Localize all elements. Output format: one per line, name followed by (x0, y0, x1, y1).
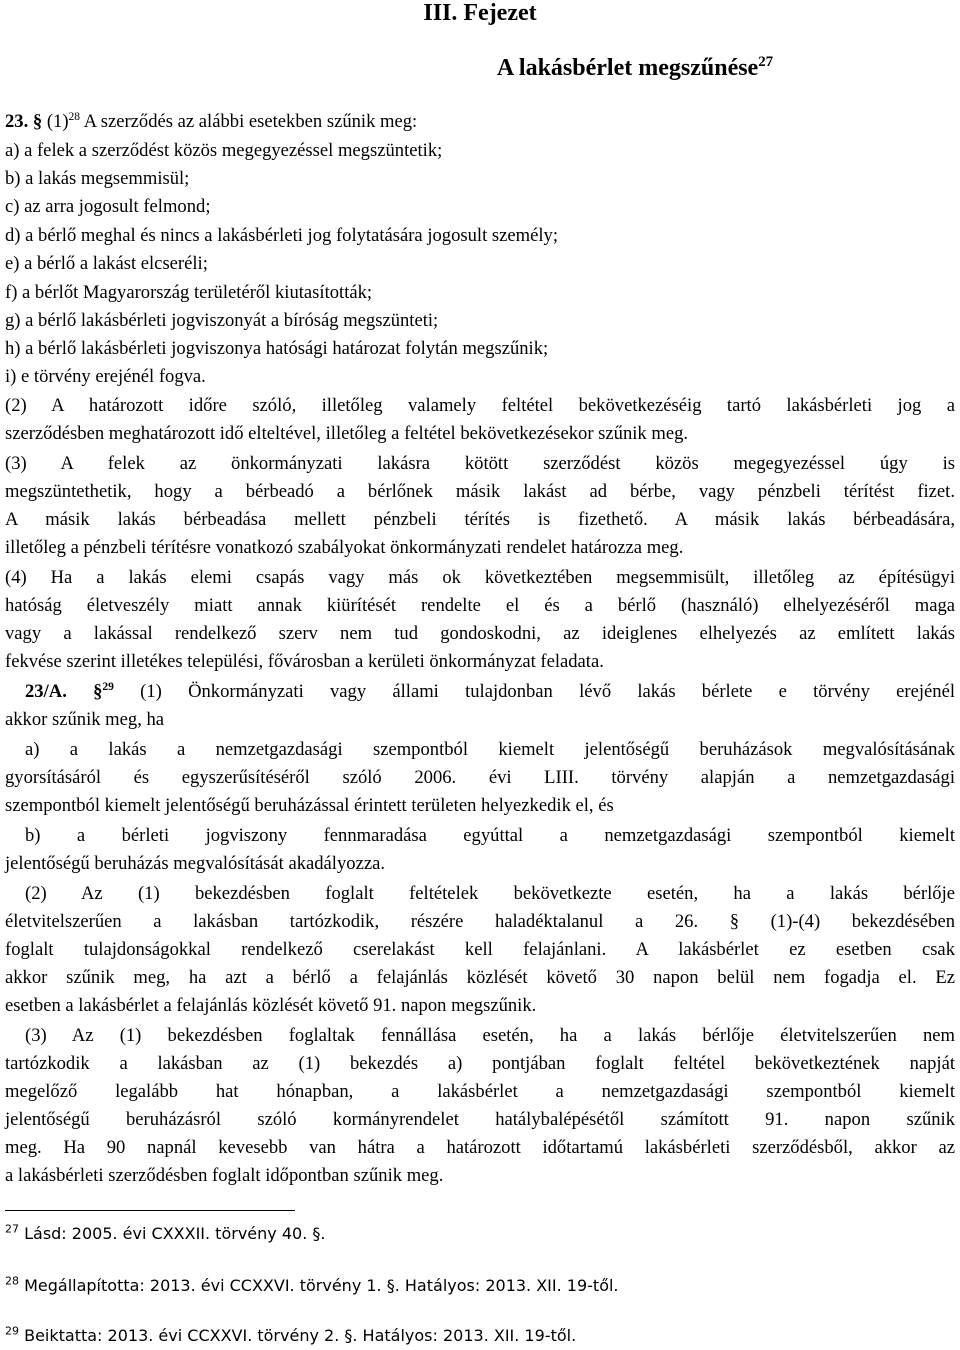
chapter-heading-text: III. Fejezet (423, 0, 537, 26)
footnote-ref-27[interactable]: 27 (758, 54, 774, 70)
s23a-p2-line-2: életvitelszerűen a lakásban tartózkodik, részére haladéktalanul a 26. § (1)-(4) bekezdésében (5, 911, 955, 932)
s23a-p3-line-4: jelentőségű beruházásról szóló kormányrendelet hatálybalépésétől számított 91. napon szűnik (5, 1109, 955, 1130)
s23a-p2-line-3: foglalt tulajdonságokkal rendelkező cserelakást kell felajánlani. A lakásbérlet ez esetben csak (5, 939, 955, 960)
s23a-number: 23/A. (25, 681, 67, 702)
footnote-number: 27 (5, 1222, 19, 1236)
list-item-i: i) e törvény erejénél fogva. (5, 366, 206, 387)
s23a-p3-line-2: tartózkodik a lakásban az (1) bekezdés a) pontjában foglalt feltétel bekövetkeztének napját (5, 1053, 955, 1074)
s23-p3-line-4: illetőleg a pénzbeli térítésre vonatkozó szabályokat önkormányzati rendelet határozza meg. (5, 537, 684, 558)
footnote-28 (5, 1276, 955, 1296)
s23-p4-line-4: fekvése szerint illetékes települési, fővárosban a kerületi önkormányzat feladata. (5, 651, 604, 672)
s23a-a-line-1: a) a lakás a nemzetgazdasági szempontból kiemelt jelentőségű beruházások megvalósításának (25, 739, 955, 760)
section-title-text: A lakásbérlet megszűnése (496, 55, 759, 81)
footnote-text: Beiktatta: 2013. évi CCXXVI. törvény 2. §. Hatályos: 2013. XII. 19-től. (24, 1326, 577, 1345)
footnote-text: Megállapította: 2013. évi CCXXVI. törvény 1. §. Hatályos: 2013. XII. 19-től. (24, 1276, 619, 1295)
footnote-29 (5, 1326, 955, 1346)
footnote-ref-29[interactable]: 29 (102, 680, 114, 693)
s23a-p2-line-1: (2) Az (1) bekezdésben foglalt feltételek bekövetkezte esetén, ha a lakás bérlője (25, 883, 955, 904)
s23a-a-line-3: szempontból kiemelt jelentőségű beruházással érintett területen helyezkedik el, és (5, 795, 614, 816)
s23-p3-line-3: A másik lakás bérbeadása mellett pénzbeli térítés is fizethető. A másik lakás bérbeadására, (5, 509, 955, 530)
footnote-number: 28 (5, 1274, 19, 1288)
paragraph-sign: § (32, 111, 43, 132)
s23a-p3-line-6: a lakásbérleti szerződésben foglalt időpontban szűnik meg. (5, 1165, 444, 1186)
list-item-c: c) az arra jogosult felmond; (5, 196, 211, 217)
list-item-g: g) a bérlő lakásbérleti jogviszonyát a bíróság megszünteti; (5, 310, 439, 331)
s23a-p1-text: (1) Önkormányzati vagy állami tulajdonban lévő lakás bérlete e törvény erejénél (140, 681, 955, 702)
s23a-p2-line-5: esetben a lakásbérlet a felajánlás közlését követő 91. napon megszűnik. (5, 995, 537, 1016)
s23a-p3-line-5: meg. Ha 90 napnál kevesebb van hátra a határozott időtartamú lakásbérleti szerződésből, akkor az (5, 1137, 955, 1158)
footnote-27 (5, 1224, 955, 1244)
s23a-p1-heading (25, 681, 955, 703)
s23a-b-line-2: jelentőségű beruházás megvalósítását akadályozza. (5, 853, 385, 874)
s23a-p3-line-1: (3) Az (1) bekezdésben foglaltak fennállása esetén, ha a lakás bérlője életvitelszerűen nem (25, 1025, 955, 1046)
list-item-e: e) a bérlő a lakást elcseréli; (5, 253, 208, 274)
list-item-b: b) a lakás megsemmisül; (5, 168, 190, 189)
s23-intro: A szerződés az alábbi esetekben szűnik meg: (83, 111, 418, 132)
s23-p2-line-2: szerződésben meghatározott idő elteltével, illetőleg a feltétel bekövetkezésekor szűnik meg. (5, 423, 689, 444)
footnote-text: Lásd: 2005. évi CXXXII. törvény 40. §. (24, 1224, 326, 1243)
footnote-ref-28[interactable]: 28 (68, 110, 81, 123)
list-item-h: h) a bérlő lakásbérleti jogviszonya hatósági határozat folytán megszűnik; (5, 338, 549, 359)
paragraph-sign: § (93, 681, 103, 702)
s23-para-1-label: (1) (46, 111, 69, 132)
s23-p3-line-2: megszüntethetik, hogy a bérbeadó a bérlőnek másik lakást ad bérbe, vagy pénzbeli térítést fizet. (5, 481, 955, 502)
s23a-a-line-2: gyorsításáról és egyszerűsítéséről szóló 2006. évi LIII. törvény alapján a nemzetgazdasági (5, 767, 955, 788)
chapter-heading (0, 2, 960, 24)
s23-p1-heading (5, 111, 955, 133)
footnote-separator (5, 1210, 295, 1211)
s23-number: 23. (5, 111, 29, 132)
s23a-p3-line-3: megelőző legalább hat hónapban, a lakásbérlet a nemzetgazdasági szempontból kiemelt (5, 1081, 955, 1102)
s23-p3-line-1: (3) A felek az önkormányzati lakásra kötött szerződést közös megegyezéssel úgy is (5, 453, 955, 474)
list-item-f: f) a bérlőt Magyarország területéről kiutasították; (5, 282, 373, 303)
footnote-number: 29 (5, 1324, 19, 1338)
s23-p4-line-1: (4) Ha a lakás elemi csapás vagy más ok következtében megsemmisült, illetőleg az építésügyi (5, 567, 955, 588)
s23a-p1-line-2: akkor szűnik meg, ha (5, 709, 165, 730)
s23a-b-line-1: b) a bérleti jogviszony fennmaradása egyúttal a nemzetgazdasági szempontból kiemelt (25, 825, 955, 846)
s23-p2-line-1: (2) A határozott időre szóló, illetőleg valamely feltétel bekövetkezéséig tartó lakásbérleti jog a (5, 395, 955, 416)
s23-p4-line-2: hatóság életveszély miatt annak kiürítését rendelte el és a bérlő (használó) elhelyezéséről maga (5, 595, 955, 616)
section-title (155, 54, 960, 81)
s23-p4-line-3: vagy a lakással rendelkező szerv nem tud gondoskodni, az ideiglenes elhelyezés az említett lakás (5, 623, 955, 644)
list-item-d: d) a bérlő meghal és nincs a lakásbérleti jog folytatására jogosult személy; (5, 225, 558, 246)
s23a-p2-line-4: akkor szűnik meg, ha azt a bérlő a felajánlás közlését követő 30 napon belül nem fogadja el. Ez (5, 967, 955, 988)
list-item-a: a) a felek a szerződést közös megegyezéssel megszüntetik; (5, 140, 443, 161)
